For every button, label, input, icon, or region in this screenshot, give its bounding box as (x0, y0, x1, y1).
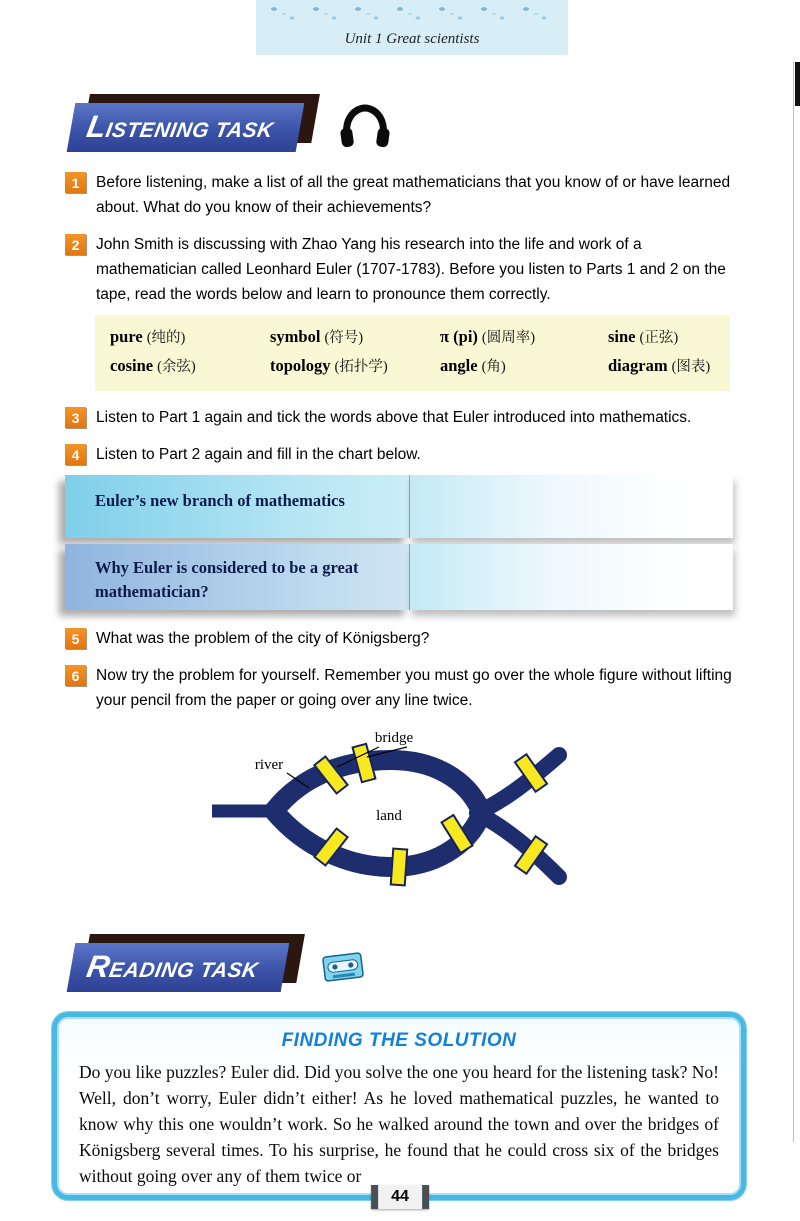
chart-row-value[interactable] (410, 544, 733, 610)
vocab-translation: (符号) (324, 330, 364, 346)
task-row (65, 170, 733, 220)
bridges-figure (209, 727, 589, 899)
listening-task-heading-row (65, 104, 733, 150)
reading-passage-box (52, 1012, 746, 1200)
vocab-word: topology (270, 356, 331, 375)
vocab-translation: (角) (481, 359, 506, 375)
right-edge-mark (795, 62, 800, 106)
listening-task-title: LISTENING TASK (67, 103, 304, 152)
vocab-word: angle (440, 356, 478, 375)
reading-task-title: READING TASK (67, 943, 289, 992)
vocab-translation: (圆周率) (481, 330, 536, 346)
koenigsberg-bridges-diagram (209, 727, 589, 904)
reading-task-heading-row (65, 944, 733, 990)
vocab-translation: (图表) (671, 359, 711, 375)
cassette-icon (321, 950, 364, 985)
task-row (65, 405, 733, 430)
vocab-word: diagram (608, 356, 668, 375)
page-number-value: 44 (391, 1188, 409, 1205)
unit-title: Unit 1 Great scientists (344, 31, 480, 47)
vocab-translation: (纯的) (146, 330, 186, 346)
task-text: Listen to Part 2 again and fill in the chart below. (96, 446, 421, 463)
bridge-2 (353, 744, 376, 782)
vocab-word: cosine (110, 356, 154, 375)
bridge-5 (391, 849, 407, 886)
task-text: What was the problem of the city of Königsberg? (96, 630, 430, 647)
task-number-badge: 3 (65, 407, 86, 428)
task-number-badge: 1 (65, 172, 86, 193)
passage-title: FINDING THE SOLUTION (281, 1030, 517, 1051)
listening-task-heading (67, 103, 304, 152)
task-number-badge: 2 (65, 234, 86, 255)
vocab-translation: (正弦) (639, 330, 679, 346)
vocabulary-box (95, 315, 730, 391)
vocab-word: symbol (270, 327, 321, 346)
fill-in-chart (65, 475, 733, 610)
vocab-item (440, 352, 608, 381)
chart-row-label: Why Euler is considered to be a great mathematician? (65, 544, 410, 610)
land-label: land (376, 808, 402, 824)
task-row (65, 442, 733, 467)
task-row (65, 626, 733, 651)
task-number-badge: 4 (65, 444, 86, 465)
task-text: Listen to Part 1 again and tick the words above that Euler introduced into mathematics. (96, 409, 692, 426)
chart-row (65, 475, 733, 538)
bridge-label: bridge (374, 730, 414, 746)
task-text: John Smith is discussing with Zhao Yang his research into the life and work of a mathematician called Leonhard Euler (1707-1783). Before you listen to Parts 1 and 2 on the tape, read the words below and learn to pronounce them correctly. (96, 236, 726, 303)
vocab-word: π (pi) (440, 327, 478, 346)
water-droplets-decoration (264, 2, 560, 26)
vocab-translation: (拓扑学) (334, 359, 388, 375)
vocab-item (608, 352, 730, 381)
task-text: Before listening, make a list of all the great mathematicians that you know of or have learned about. What do you know of their achievements? (96, 174, 731, 216)
task-row (65, 663, 733, 713)
chart-row-value[interactable] (410, 475, 733, 538)
page-number (371, 1185, 429, 1209)
vocab-item (110, 323, 270, 352)
unit-banner (256, 0, 568, 55)
vocab-item (270, 352, 440, 381)
page-content (0, 104, 800, 1200)
vocab-item (110, 352, 270, 381)
headphones-icon (338, 104, 392, 150)
chart-row (65, 544, 733, 610)
chart-row-label: Euler’s new branch of mathematics (65, 475, 410, 538)
right-margin-line (793, 62, 794, 1142)
task-row (65, 232, 733, 307)
vocab-item (440, 323, 608, 352)
vocab-word: pure (110, 327, 143, 346)
passage-text: Do you like puzzles? Euler did. Did you solve the one you heard for the listening task? No! Well, don’t worry, Euler didn’t either! As he loved mathematical puzzles, he wanted to know why this one wouldn’t work. So he walked around the town and over the bridges of Königsberg several times. To his surprise, he found that he could cross six of the bridges without going over any of them twice or (79, 1062, 719, 1186)
task-number-badge: 6 (65, 665, 86, 686)
task-text: Now try the problem for yourself. Remember you must go over the whole figure without lifting your pencil from the paper or going over any line twice. (96, 667, 732, 709)
reading-task-heading (67, 943, 289, 992)
river-label: river (254, 757, 284, 773)
vocab-word: sine (608, 327, 636, 346)
vocab-item (270, 323, 440, 352)
vocab-translation: (余弦) (157, 359, 196, 375)
vocab-item (608, 323, 730, 352)
task-number-badge: 5 (65, 628, 86, 649)
